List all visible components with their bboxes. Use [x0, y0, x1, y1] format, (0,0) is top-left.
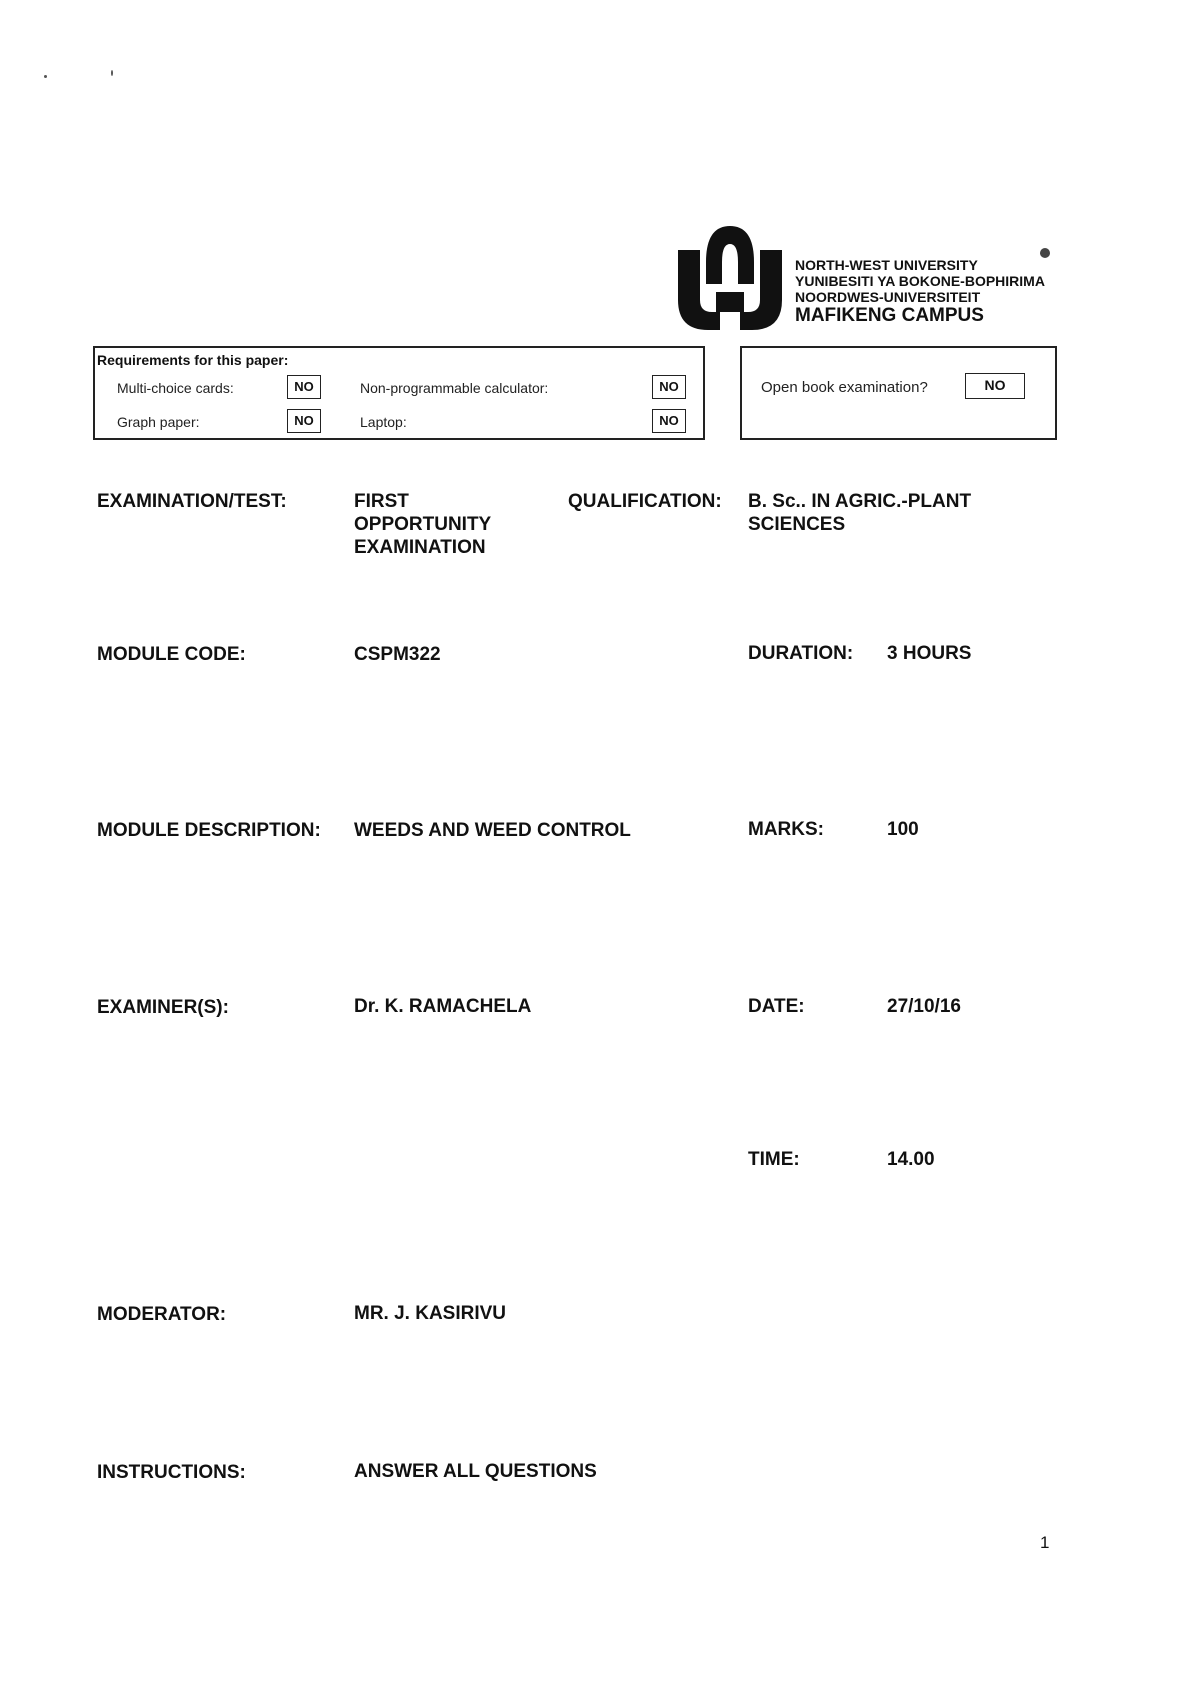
graph-paper-label: Graph paper:	[117, 414, 200, 430]
campus-name: MAFIKENG CAMPUS	[795, 305, 984, 326]
university-name-line: NORTH-WEST UNIVERSITY	[795, 257, 978, 273]
qualification-value	[748, 490, 971, 536]
marks-value: 100	[887, 819, 919, 840]
date-value: 27/10/16	[887, 996, 961, 1017]
university-name	[795, 257, 1045, 324]
open-book-label: Open book examination?	[761, 379, 928, 396]
university-logo-icon	[676, 222, 784, 332]
examination-value-line: FIRST	[354, 491, 409, 512]
university-name-line: YUNIBESITI YA BOKONE-BOPHIRIMA	[795, 273, 1045, 289]
instructions-label: INSTRUCTIONS:	[97, 1462, 246, 1483]
examination-value-line: EXAMINATION	[354, 537, 486, 558]
scan-speck	[44, 75, 47, 78]
examination-label: EXAMINATION/TEST:	[97, 491, 287, 512]
examination-value	[354, 490, 491, 559]
moderator-value: MR. J. KASIRIVU	[354, 1303, 507, 1324]
duration-value: 3 HOURS	[887, 643, 972, 664]
module-description-value: WEEDS AND WEED CONTROL	[354, 820, 631, 841]
module-code-value: CSPM322	[354, 644, 441, 665]
multichoice-label: Multi-choice cards:	[117, 380, 234, 396]
duration-label: DURATION:	[748, 643, 854, 664]
multichoice-value: NO	[287, 375, 321, 399]
examiner-label: EXAMINER(S):	[97, 997, 229, 1018]
calculator-value: NO	[652, 375, 686, 399]
examiner-value: Dr. K. RAMACHELA	[354, 996, 532, 1017]
qualification-value-line: SCIENCES	[748, 514, 846, 535]
scan-speck	[111, 70, 113, 76]
time-label: TIME:	[748, 1149, 800, 1170]
calculator-label: Non-programmable calculator:	[360, 380, 549, 396]
date-label: DATE:	[748, 996, 805, 1017]
module-description-label: MODULE DESCRIPTION:	[97, 820, 321, 841]
laptop-value: NO	[652, 409, 686, 433]
examination-value-line: OPPORTUNITY	[354, 514, 492, 535]
instructions-value: ANSWER ALL QUESTIONS	[354, 1461, 597, 1482]
university-name-line: NOORDWES-UNIVERSITEIT	[795, 289, 981, 305]
qualification-value-line: B. Sc.. IN AGRIC.-PLANT	[748, 491, 972, 512]
graph-paper-value: NO	[287, 409, 321, 433]
laptop-label: Laptop:	[360, 414, 407, 430]
time-value: 14.00	[887, 1149, 935, 1170]
moderator-label: MODERATOR:	[97, 1304, 227, 1325]
qualification-label: QUALIFICATION:	[568, 491, 722, 512]
requirements-title: Requirements for this paper:	[97, 352, 289, 368]
module-code-label: MODULE CODE:	[97, 644, 246, 665]
marks-label: MARKS:	[748, 819, 824, 840]
registered-mark-icon	[1040, 248, 1050, 258]
open-book-value: NO	[965, 373, 1025, 399]
page-number: 1	[1040, 1533, 1050, 1552]
